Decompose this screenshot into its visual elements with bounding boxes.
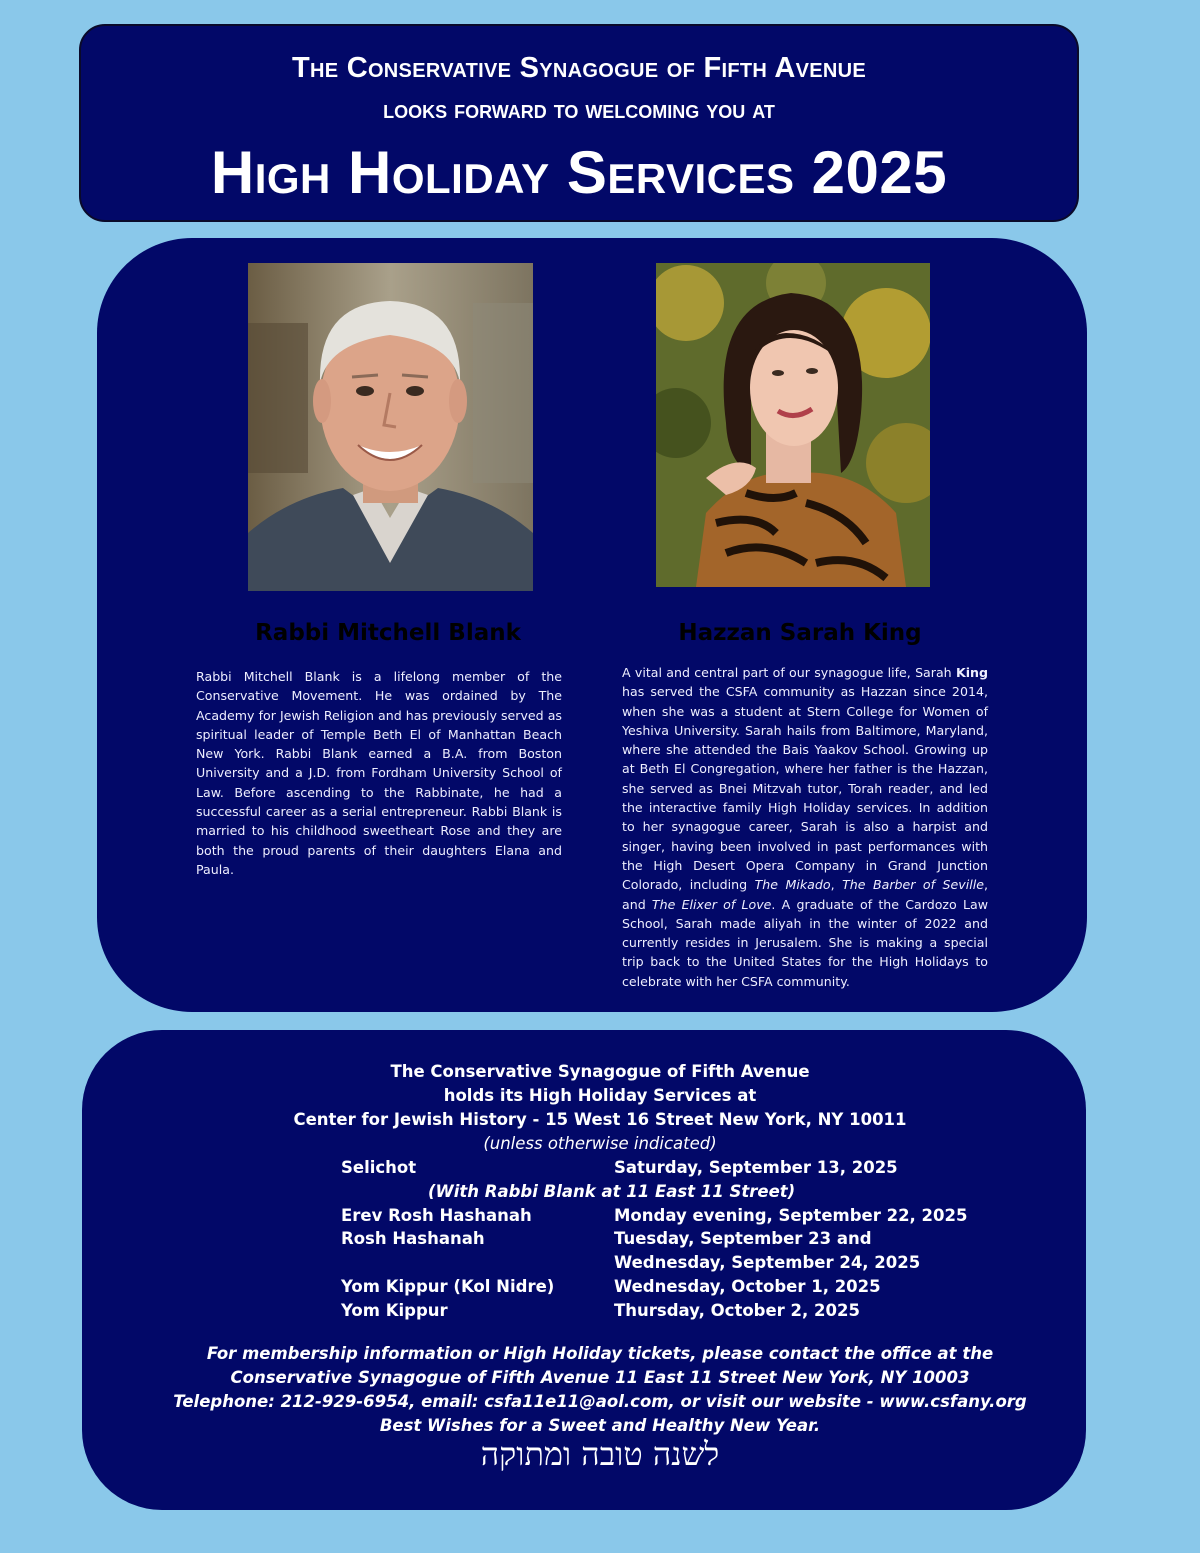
header-title: High Holiday Services 2025 [210,139,948,206]
opera-title: The Mikado [754,877,831,893]
hazzan-photo [656,263,930,587]
header-line-2: looks forward to welcoming you at [383,96,775,124]
services-note: (unless otherwise indicated) [483,1134,717,1153]
hazzan-bio-text: . A graduate of the Cardozo Law School, Sarah made aliyah in the winter of 2022 and currently resides in Jerusalem. She is making a special trip back to the United States for the High Holidays to celebrate with her CSFA community. [622,896,988,989]
schedule-event: Yom Kippur [341,1301,448,1320]
schedule-event: Erev Rosh Hashanah [341,1206,532,1225]
hazzan-bio-text: , and [622,877,988,912]
greeting: Best Wishes for a Sweet and Healthy New Year. [379,1416,821,1435]
hazzan-bio [622,663,988,991]
hazzan-bio-text: has served the CSFA community as Hazzan since 2014, when she was a student at Stern College for Women of Yeshiva University. Sarah hails from Baltimore, Maryland, where she attended the Bais Yaakov School. Growing up at Beth El Congregation, where her father is the Hazzan, she served as Bnei Mitzvah tutor, Torah reader, and led the interactive family High Holiday services. In addition to her synagogue career, Sarah is also a harpist and singer, having been involved in past performances with the High Desert Opera Company in Grand Junction Colorado, including [622,684,988,893]
services-line-2: holds its High Holiday Services at [443,1086,757,1105]
schedule-date: Wednesday, September 24, 2025 [614,1253,921,1272]
header-line-1: The Conservative Synagogue of Fifth Avenue [291,52,867,84]
rabbi-name: Rabbi Mitchell Blank [255,620,521,646]
schedule-event: Rosh Hashanah [341,1229,485,1248]
contact-line-1: For membership information or High Holiday tickets, please contact the office at the [206,1344,994,1363]
opera-title: The Elixer of Love [651,896,772,912]
schedule-date: Tuesday, September 23 and [614,1229,872,1248]
opera-title: The Barber of Seville [842,877,984,893]
hazzan-bio-surname: King [955,665,988,680]
contact-line-3: Telephone: 212-929-6954, email: csfa11e11@aol.com, or visit our website - www.csfany.org [173,1392,1027,1411]
hazzan-name: Hazzan Sarah King [678,620,922,646]
schedule-note: (With Rabbi Blank at 11 East 11 Street) [428,1182,796,1201]
schedule-date: Wednesday, October 1, 2025 [614,1277,881,1296]
header-banner [79,24,1079,222]
schedule-date: Monday evening, September 22, 2025 [614,1206,968,1225]
contact-line-2: Conservative Synagogue of Fifth Avenue 11 East 11 Street New York, NY 10003 [230,1368,970,1387]
services-line-1: The Conservative Synagogue of Fifth Avenue [390,1062,810,1081]
schedule-event: Yom Kippur (Kol Nidre) [341,1277,555,1296]
rabbi-bio: Rabbi Mitchell Blank is a lifelong member of the Conservative Movement. He was ordained by The Academy for Jewish Religion and has previously served as spiritual leader of Temple Beth El of Manhattan Beach New York. Rabbi Blank earned a B.A. from Boston University and a J.D. from Fordham University School of Law. Before ascending to the Rabbinate, he had a successful career as a serial entrepreneur. Rabbi Blank is married to his childhood sweetheart Rose and they are both the proud parents of their daughters Elana and Paula. [196,669,562,877]
hazzan-bio-text: A vital and central part of our synagogue life, Sarah [622,665,956,680]
schedule-date: Thursday, October 2, 2025 [614,1301,860,1320]
schedule-date: Saturday, September 13, 2025 [614,1158,898,1177]
hazzan-bio-text: , [830,877,843,893]
schedule-event: Selichot [341,1158,417,1177]
services-location: Center for Jewish History - 15 West 16 Street New York, NY 10011 [293,1110,907,1129]
hebrew-greeting: לשנה טובה ומתוקה [480,1435,720,1473]
rabbi-photo [248,263,533,591]
